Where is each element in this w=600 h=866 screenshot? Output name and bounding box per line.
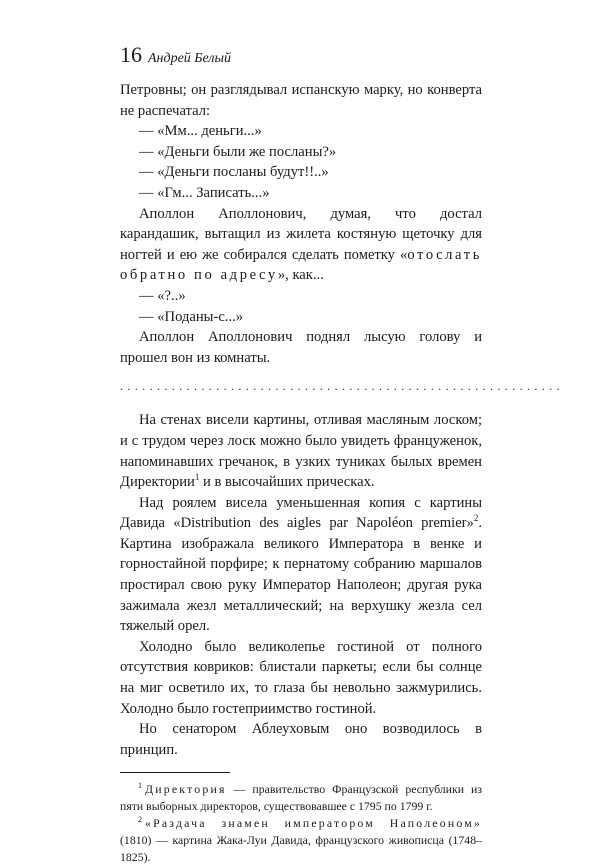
main-text bbox=[120, 80, 564, 760]
paragraph-text: Аполлон Аполлонович, думая, что достал карандашик, вытащил из жилета костяную щеточку для ногтей и ею же собирался сделать пометку « bbox=[120, 205, 482, 263]
footnote-text: — правительство Французской республики из пяти выборных директоров, существовавшее с 1795 по 1799 г. bbox=[120, 782, 482, 814]
book-page bbox=[120, 40, 564, 866]
paragraph-text: На стенах висели картины, отливая масляным лоском; и с трудом через лоск можно было увидеть француженок, напоминавших гречанок, в узких туниках былых времен Директории bbox=[120, 412, 482, 491]
footnote-term: «Раздача знамен императором Наполеоном» bbox=[145, 816, 482, 831]
footnote-ref[interactable]: 1 bbox=[194, 472, 200, 483]
dialogue-line: — «Деньги посланы будут!!..» bbox=[139, 164, 329, 181]
paragraph: Холодно было великолепье гостиной от полного отсутствия ковриков: блистали паркеты; если бы солнце на миг осветило их, то глаза бы невольно зажмурились. Холодно было гостеприимство гостиной. bbox=[120, 638, 482, 717]
running-title: Андрей Белый bbox=[148, 51, 232, 66]
footnote-term: Директория bbox=[145, 782, 227, 797]
footnote bbox=[120, 815, 482, 866]
paragraph bbox=[120, 204, 482, 286]
paragraph-text: . Картина изображала великого Императора в венке и горностайной порфире; к пернатому собранию маршалов простирал свою руку Император Наполеон; другая рука зажимала жезл металлический; на верхушку жезла сел тяжелый орел. bbox=[120, 515, 482, 635]
paragraph: Аполлон Аполлонович поднял лысую голову и прошел вон из комнаты. bbox=[120, 329, 482, 366]
footnote-divider bbox=[120, 772, 230, 773]
dialogue-line: — «Поданы-с...» bbox=[139, 308, 244, 325]
paragraph: Петровны; он разглядывал испанскую марку, но конверта не распечатал: bbox=[120, 82, 482, 119]
footnotes bbox=[120, 781, 482, 866]
section-separator: ............................................................ bbox=[120, 379, 564, 394]
footnote-ref[interactable]: 2 bbox=[473, 513, 479, 524]
footnote-text: (1810) — картина Жака-Луи Давида, французского живописца (1748–1825). bbox=[120, 833, 482, 865]
footnote bbox=[120, 781, 482, 815]
paragraph: Но сенатором Аблеуховым оно возводилось в принцип. bbox=[120, 721, 482, 758]
dialogue-line: — «?..» bbox=[139, 287, 186, 304]
spaced-emphasis: отослать обратно по адресу bbox=[120, 246, 482, 284]
dialogue-line: — «Деньги были же посланы?» bbox=[139, 143, 337, 160]
paragraph bbox=[120, 410, 482, 492]
paragraph-text: и в высочайших прическах. bbox=[199, 474, 375, 491]
paragraph-text: Над роялем висела уменьшенная копия с картины Давида «Distribution des aigles par Napoléon premier» bbox=[120, 494, 482, 532]
paragraph-text: », как... bbox=[277, 267, 324, 284]
paragraph bbox=[120, 493, 482, 637]
page-header bbox=[120, 40, 482, 70]
dialogue-line: — «Мм... деньги...» bbox=[139, 123, 262, 140]
dialogue-line: — «Гм... Записать...» bbox=[139, 184, 270, 201]
footnote-mark: 1 bbox=[138, 781, 142, 791]
footnote-mark: 2 bbox=[138, 815, 142, 825]
page-number: 16 bbox=[120, 42, 142, 67]
